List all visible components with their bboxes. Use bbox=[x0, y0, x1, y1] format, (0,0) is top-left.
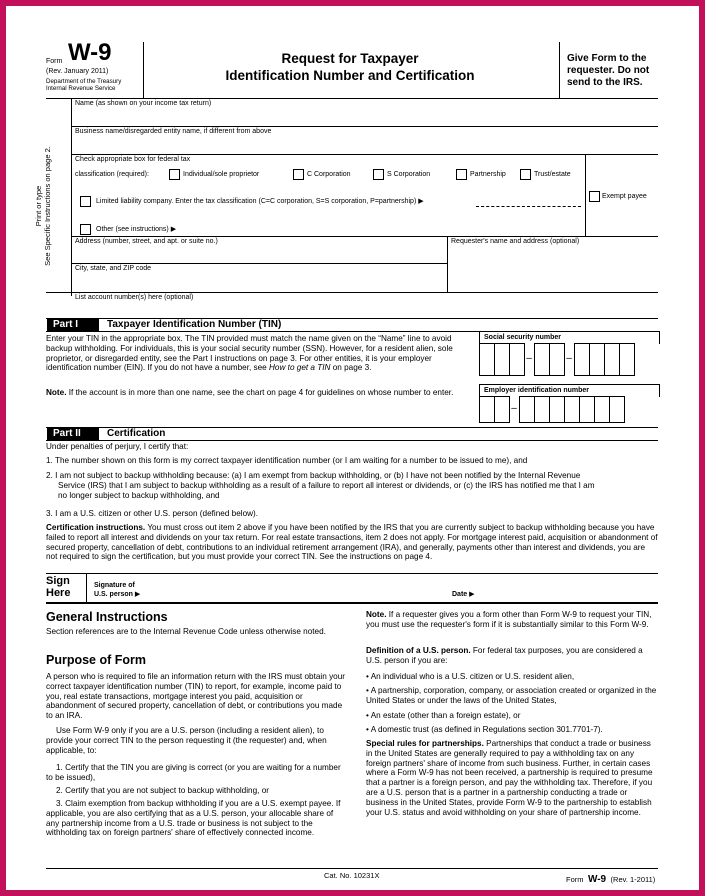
trust-estate-checkbox[interactable] bbox=[520, 169, 531, 180]
how-to-get-tin-link: How to get a TIN bbox=[269, 363, 331, 373]
part1-badge: Part I bbox=[47, 319, 99, 331]
us-person-definition-label: Definition of a U.S. person. bbox=[366, 646, 471, 655]
purpose-of-form-heading: Purpose of Form bbox=[46, 653, 147, 667]
exempt-payee-label: Exempt payee bbox=[602, 193, 647, 200]
give-form-line1: Give Form to the bbox=[567, 53, 647, 64]
tin-dash: – bbox=[511, 402, 517, 414]
purpose-paragraph-1: A person who is required to file an information return with the IRS must obtain your correct taxpayer identification number (TIN) to report, for example, income paid to you, real estate transactions, mortgage interest you paid, acquisition or abandonment of secured property, cancellation of debt, or contributions you made to an IRA. bbox=[46, 672, 345, 721]
cert-item-2-line3: no longer subject to backup withholding, and bbox=[58, 491, 220, 500]
form-revision: (Rev. January 2011) bbox=[46, 68, 109, 75]
us-person-definition-text: For federal tax purposes, you are considered a U.S. person if you are: bbox=[366, 646, 643, 665]
us-person-bullet-3: • An estate (other than a foreign estate), or bbox=[366, 711, 521, 720]
us-person-bullet-2: • A partnership, corporation, company, or association created or organized in the United States or under the laws of the United States, bbox=[366, 686, 657, 705]
llc-classification-input[interactable] bbox=[476, 206, 581, 207]
here-word: Here bbox=[46, 587, 71, 599]
side-label-instructions: See Specific Instructions on page 2. bbox=[43, 146, 52, 266]
cert-instructions bbox=[46, 523, 658, 562]
partnership-rules-text: Partnerships that conduct a trade or business in the United States are generally required to pay a withholding tax on any foreign partners' share of income from such business. Further, in certain cases where a Form W-9 has not been received, a partnership is required to presume that a partner is a foreign person, and pay the withholding tax. Therefore, if you are a U.S. person that is a partner in a partnership conducting a trade or business in the United States, provide Form W-9 to the partnership to establish your U.S. status and avoid withholding on your share of partnership income. bbox=[366, 739, 653, 817]
part1-instructions bbox=[46, 334, 471, 373]
accounts-field-label: List account number(s) here (optional) bbox=[75, 294, 194, 301]
give-form-line3: send to the IRS. bbox=[567, 77, 643, 88]
tin-digit-box[interactable] bbox=[494, 396, 510, 423]
requester-note-label: Note. bbox=[366, 610, 387, 619]
part1-instructions-text: Enter your TIN in the appropriate box. The TIN provided must match the name given on the “Name” line to avoid backup withholding. For individuals, this is your social security number (SSN). However, for a resident alien, sole proprietor, or disregarded entity, see the Part I instructions on page 3. For other entities, it is your employer identification number (EIN). If you do not have a number, see bbox=[46, 334, 453, 373]
partnership-label: Partnership bbox=[470, 171, 506, 178]
city-field-line[interactable] bbox=[46, 292, 658, 293]
trust-estate-label: Trust/estate bbox=[534, 171, 571, 178]
purpose-list-3: 3. Claim exemption from backup withholding if you are a U.S. exempt payee. If applicable, you are also certifying that as a U.S. person, your allocable share of any partnership income from a U.S. trade or business is not subject to the withholding tax on foreign partners' share of effectively connected income. bbox=[46, 799, 341, 838]
tin-digit-box[interactable] bbox=[479, 396, 495, 423]
address-field-label: Address (number, street, and apt. or suite no.) bbox=[75, 238, 218, 245]
partnership-rules bbox=[366, 739, 658, 817]
c-corporation-checkbox[interactable] bbox=[293, 169, 304, 180]
address-field-line[interactable] bbox=[71, 263, 447, 264]
footer-form-name: W-9 bbox=[587, 874, 607, 885]
ein-input[interactable] bbox=[479, 396, 660, 424]
signature-input[interactable] bbox=[156, 592, 426, 600]
individual-label: Individual/sole proprietor bbox=[183, 171, 260, 178]
date-input[interactable] bbox=[484, 592, 654, 600]
business-field-line[interactable] bbox=[71, 154, 658, 155]
cert-instructions-label: Certification instructions. bbox=[46, 523, 146, 532]
tin-digit-box[interactable] bbox=[549, 343, 565, 376]
cert-item-2-line1: 2. I am not subject to backup withholding because: (a) I am exempt from backup withholding, or (b) I have not been notified by the Internal Revenue bbox=[46, 471, 581, 480]
signature-label-line2: U.S. person ▶ bbox=[94, 591, 141, 598]
s-corporation-label: S Corporation bbox=[387, 171, 431, 178]
tin-digit-box[interactable] bbox=[534, 396, 550, 423]
us-person-definition bbox=[366, 646, 658, 666]
side-label bbox=[34, 116, 54, 296]
part1-note bbox=[46, 388, 471, 398]
tin-digit-box[interactable] bbox=[604, 343, 620, 376]
tin-digit-box[interactable] bbox=[579, 396, 595, 423]
tin-digit-box[interactable] bbox=[549, 396, 565, 423]
other-label: Other (see instructions) ▶ bbox=[96, 226, 177, 233]
llc-label: Limited liability company. Enter the tax classification (C=C corporation, S=S corporation, P=partnership) ▶ bbox=[96, 198, 424, 205]
classification-label: classification (required): bbox=[75, 171, 149, 178]
footer-form-id bbox=[566, 869, 655, 887]
form-title-line1: Request for Taxpayer bbox=[281, 51, 419, 66]
partnership-rules-label: Special rules for partnerships. bbox=[366, 739, 484, 748]
cert-item-3: 3. I am a U.S. citizen or other U.S. person (defined below). bbox=[46, 509, 259, 518]
name-field-line[interactable] bbox=[71, 126, 658, 127]
cert-item-2-line2: Service (IRS) that I am subject to backup withholding as a result of a failure to report all interest or dividends, or (c) the IRS has notified me that I am bbox=[58, 481, 595, 490]
dept-irs: Internal Revenue Service bbox=[46, 85, 116, 92]
part2-badge: Part II bbox=[47, 428, 99, 440]
ein-label: Employer identification number bbox=[484, 387, 590, 394]
cert-instructions-text: You must cross out item 2 above if you have been notified by the IRS that you are currently subject to backup withholding because you have failed to report all interest and dividends on your tax return. For real estate transactions, item 2 does not apply. For mortgage interest paid, acquisition or abandonment of secured property, cancellation of debt, contributions to an individual retirement arrangement (IRA), and generally, payments other than interest and dividends, you are not required to sign the certification, but you must provide your correct TIN. See the instructions on page 4. bbox=[46, 523, 658, 562]
footer-form-word: Form bbox=[566, 875, 584, 884]
form-word: Form bbox=[46, 58, 63, 65]
tin-digit-box[interactable] bbox=[564, 396, 580, 423]
catalog-number: Cat. No. 10231X bbox=[324, 871, 380, 880]
w9-form-page bbox=[6, 6, 699, 890]
tin-dash: – bbox=[526, 352, 532, 364]
requester-field-label: Requester's name and address (optional) bbox=[451, 238, 580, 245]
tin-digit-box[interactable] bbox=[594, 396, 610, 423]
us-person-bullet-4: • A domestic trust (as defined in Regulations section 301.7701-7). bbox=[366, 725, 603, 734]
purpose-list-2: 2. Certify that you are not subject to backup withholding, or bbox=[56, 786, 269, 795]
other-checkbox[interactable] bbox=[80, 224, 91, 235]
s-corporation-checkbox[interactable] bbox=[373, 169, 384, 180]
tin-digit-box[interactable] bbox=[619, 343, 635, 376]
tin-digit-box[interactable] bbox=[534, 343, 550, 376]
city-field-label: City, state, and ZIP code bbox=[75, 265, 152, 272]
tin-digit-box[interactable] bbox=[589, 343, 605, 376]
ssn-label: Social security number bbox=[484, 334, 562, 341]
part1-title: Taxpayer Identification Number (TIN) bbox=[107, 319, 282, 330]
tin-digit-box[interactable] bbox=[509, 343, 525, 376]
partnership-checkbox[interactable] bbox=[456, 169, 467, 180]
signature-label-line1: Signature of bbox=[94, 582, 135, 589]
tin-dash: – bbox=[566, 352, 572, 364]
part1-note-text: If the account is in more than one name, see the chart on page 4 for guidelines on whose number to enter. bbox=[68, 388, 454, 397]
dept-treasury: Department of the Treasury bbox=[46, 78, 122, 85]
llc-checkbox[interactable] bbox=[80, 196, 91, 207]
form-title-line2: Identification Number and Certification bbox=[225, 68, 475, 83]
c-corporation-label: C Corporation bbox=[307, 171, 351, 178]
requester-note-text: If a requester gives you a form other than Form W-9 to request your TIN, you must use the requester's form if it is substantially similar to this Form W-9. bbox=[366, 610, 652, 629]
business-field-label: Business name/disregarded entity name, if different from above bbox=[75, 128, 272, 135]
tin-digit-box[interactable] bbox=[494, 343, 510, 376]
tin-digit-box[interactable] bbox=[609, 396, 625, 423]
sign-word: Sign bbox=[46, 575, 70, 587]
part1-instructions-end: on page 3. bbox=[332, 363, 372, 373]
ssn-input[interactable] bbox=[479, 343, 660, 377]
name-field-label: Name (as shown on your income tax return) bbox=[75, 100, 212, 107]
tin-digit-box[interactable] bbox=[479, 343, 495, 376]
date-label: Date ▶ bbox=[452, 591, 475, 598]
check-box-label: Check appropriate box for federal tax bbox=[75, 156, 191, 163]
purpose-list-1: 1. Certify that the TIN you are giving is correct (or you are waiting for a number to be issued), bbox=[46, 763, 341, 782]
form-name: W-9 bbox=[68, 39, 112, 66]
footer-revision: (Rev. 1-2011) bbox=[610, 875, 656, 884]
perjury-intro: Under penalties of perjury, I certify that: bbox=[46, 442, 189, 451]
tin-digit-box[interactable] bbox=[519, 396, 535, 423]
part1-note-label: Note. bbox=[46, 388, 67, 397]
exempt-payee-checkbox[interactable] bbox=[589, 191, 600, 202]
cert-item-1: 1. The number shown on this form is my correct taxpayer identification number (or I am waiting for a number to be issued to me), and bbox=[46, 456, 528, 465]
tin-digit-box[interactable] bbox=[574, 343, 590, 376]
us-person-bullet-1: • An individual who is a U.S. citizen or U.S. resident alien, bbox=[366, 672, 575, 681]
general-instructions-heading: General Instructions bbox=[46, 610, 168, 624]
section-references-text: Section references are to the Internal Revenue Code unless otherwise noted. bbox=[46, 627, 326, 636]
individual-checkbox[interactable] bbox=[169, 169, 180, 180]
give-form-line2: requester. Do not bbox=[567, 65, 650, 76]
part2-title: Certification bbox=[107, 428, 166, 439]
side-label-print: Print or type bbox=[34, 185, 43, 227]
purpose-paragraph-2: Use Form W-9 only if you are a U.S. person (including a resident alien), to provide your correct TIN to the person requesting it (the requester) and, when applicable, to: bbox=[46, 726, 327, 755]
requester-note bbox=[366, 610, 658, 630]
